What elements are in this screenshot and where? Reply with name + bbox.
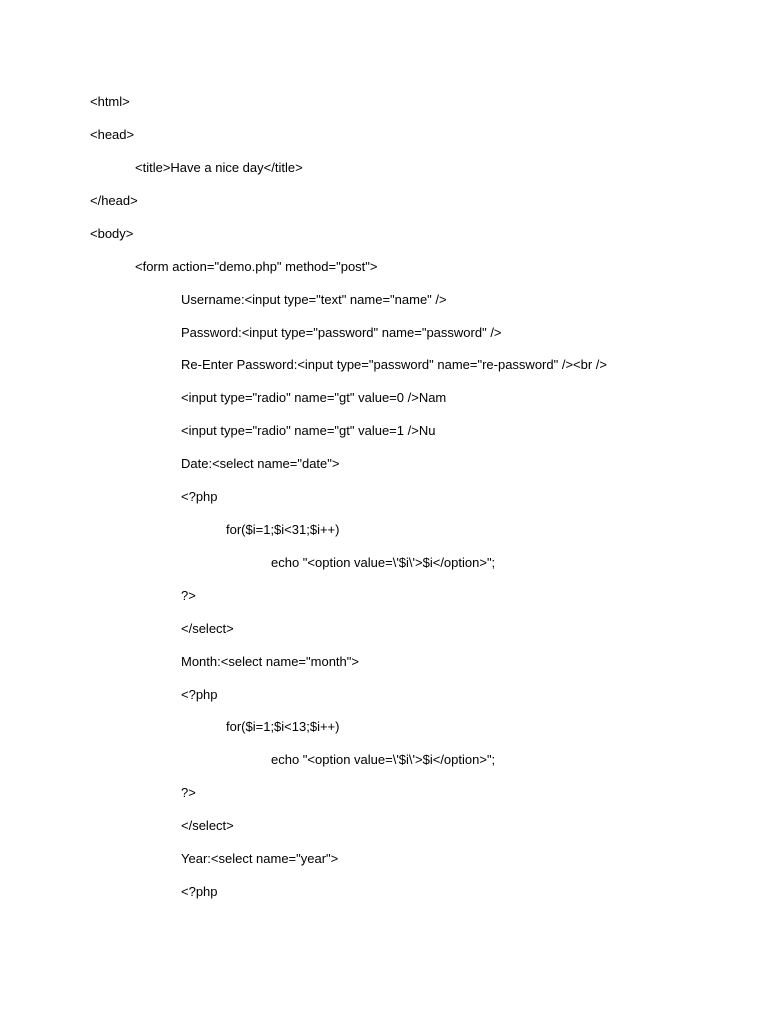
code-line: ?> bbox=[181, 785, 196, 800]
code-line: <body> bbox=[90, 226, 134, 241]
code-line: <form action="demo.php" method="post"> bbox=[135, 259, 378, 274]
code-line: Date:<select name="date"> bbox=[181, 456, 340, 471]
code-line: </select> bbox=[181, 621, 234, 636]
code-line: echo "<option value=\'$i\'>$i</option>"; bbox=[271, 555, 496, 570]
code-line: Password:<input type="password" name="password" /> bbox=[181, 325, 502, 340]
code-line: <title>Have a nice day</title> bbox=[135, 160, 303, 175]
code-line: <input type="radio" name="gt" value=0 />Nam bbox=[181, 390, 447, 405]
code-line: <?php bbox=[181, 884, 218, 899]
code-line: </select> bbox=[181, 818, 234, 833]
code-line: Month:<select name="month"> bbox=[181, 654, 359, 669]
code-line: echo "<option value=\'$i\'>$i</option>"; bbox=[271, 752, 496, 767]
code-line: </head> bbox=[90, 193, 138, 208]
code-line: <input type="radio" name="gt" value=1 />Nu bbox=[181, 423, 436, 438]
code-line: Re-Enter Password:<input type="password" name="re-password" /><br /> bbox=[181, 357, 608, 372]
code-line: for($i=1;$i<13;$i++) bbox=[226, 719, 340, 734]
code-line: Username:<input type="text" name="name" /> bbox=[181, 292, 447, 307]
code-line: <html> bbox=[90, 94, 130, 109]
code-line: <head> bbox=[90, 127, 135, 142]
code-line: for($i=1;$i<31;$i++) bbox=[226, 522, 340, 537]
code-line: <?php bbox=[181, 489, 218, 504]
code-line: <?php bbox=[181, 687, 218, 702]
code-line: Year:<select name="year"> bbox=[181, 851, 339, 866]
code-line: ?> bbox=[181, 588, 196, 603]
